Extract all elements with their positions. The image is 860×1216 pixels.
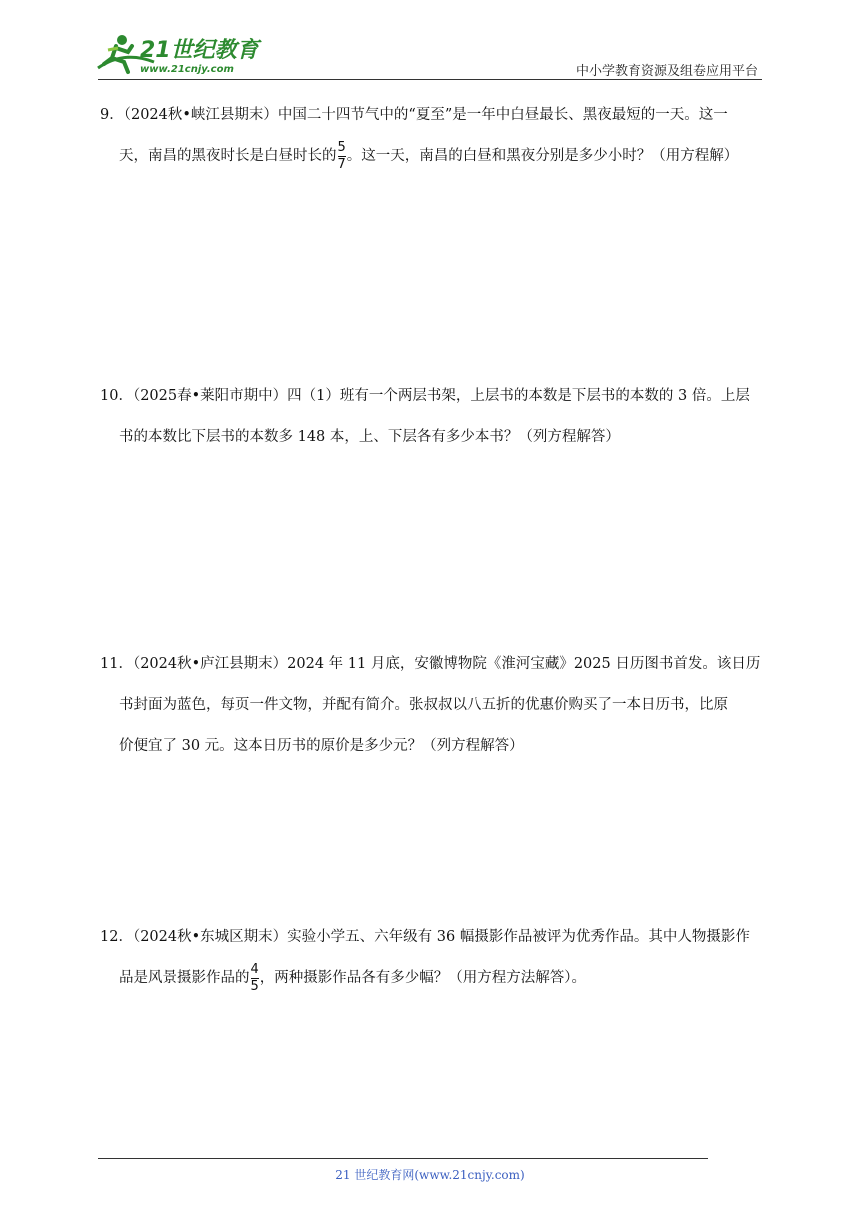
question-10 [100,376,764,458]
platform-title: 中小学教育资源及组卷应用平台 [575,64,758,79]
fraction-numerator: 5 [337,139,346,155]
question-line: 12．（2024秋•东城区期末）实验小学五、六年级有 36 幅摄影作品被评为优秀作品。其中人物摄影作 [100,929,750,945]
brand-url: www.21cnjy.com [140,64,234,75]
fraction-denominator: 5 [250,978,259,994]
question-line: 10．（2025春•莱阳市期中）四（1）班有一个两层书架，上层书的本数是下层书的本数的 3 倍。上层 [100,388,750,404]
question-text: ，两种摄影作品各有多少幅？（用方程方法解答）。 [259,970,587,986]
question-text: 。这一天，南昌的白昼和黑夜分别是多少小时？（用方程解） [346,148,739,164]
question-text: 品是风景摄影作品的 [119,970,250,986]
brand-name: 21世纪教育 [140,38,259,63]
page-header [0,0,860,82]
footer-divider [98,1158,708,1159]
fraction-denominator: 7 [337,156,346,172]
fraction-numerator: 4 [250,961,259,977]
question-line [100,136,764,177]
question-line: 书封面为蓝色，每页一件文物，并配有简介。张叔叔以八五折的优惠价购买了一本日历书，比原 [119,697,728,713]
question-line [100,958,764,999]
fraction [338,141,346,172]
footer-link[interactable]: 21 世纪教育网(www.21cnjy.com) [335,1168,525,1182]
question-9 [100,95,764,177]
question-line: 9．（2024秋•峡江县期末）中国二十四节气中的“夏至”是一年中白昼最长、黑夜最短的一天。这一 [100,107,728,123]
question-11 [100,644,764,767]
question-line: 书的本数比下层书的本数多 148 本，上、下层各有多少本书？（列方程解答） [119,429,620,445]
question-line: 11．（2024秋•庐江县期末）2024 年 11 月底，安徽博物院《淮河宝藏》2025 日历图书首发。该日历 [100,656,761,672]
question-12 [100,917,764,999]
header-divider [98,79,762,80]
question-line: 价便宜了 30 元。这本日历书的原价是多少元？（列方程解答） [119,738,524,754]
fraction [251,963,259,994]
question-text: 天，南昌的黑夜时长是白昼时长的 [119,148,337,164]
